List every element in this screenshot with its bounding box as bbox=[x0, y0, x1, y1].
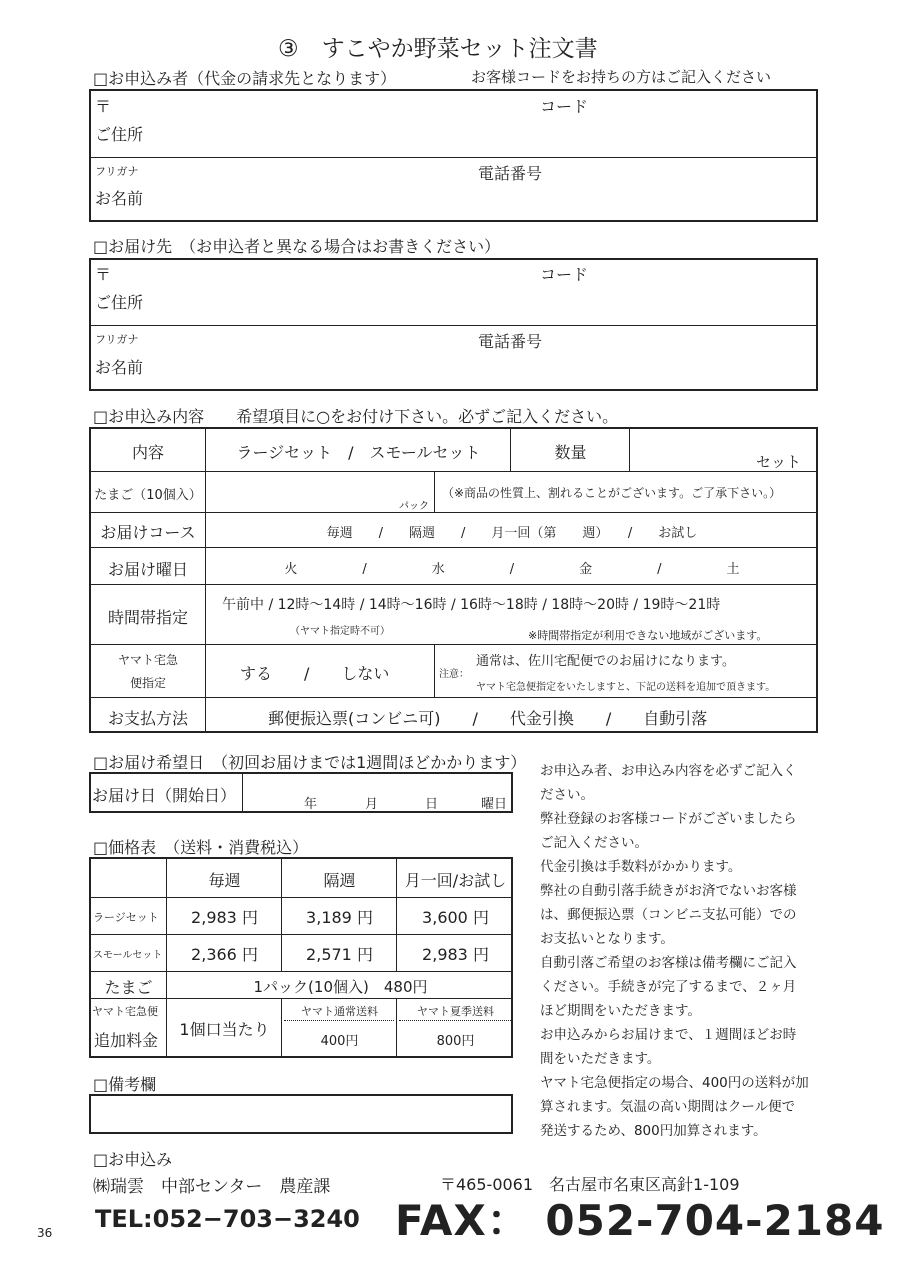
remarks-field[interactable] bbox=[89, 1094, 513, 1134]
note-line: ほど期間をいただきます。 bbox=[540, 1003, 701, 1019]
start-weekday: 曜日 bbox=[481, 797, 508, 812]
price-row-line bbox=[89, 971, 513, 972]
quantity-unit: セット bbox=[756, 453, 802, 471]
order-row-line bbox=[89, 471, 818, 472]
fax-number: FAX： 052-704-2184 bbox=[395, 1196, 885, 1245]
price-heading: □価格表 （送料・消費税込） bbox=[93, 838, 309, 857]
note-line: ヤマト宅急便指定の場合、400円の送料が加 bbox=[540, 1075, 809, 1091]
price-yamato-label-2: 追加料金 bbox=[94, 1031, 159, 1050]
delivery-name-field[interactable] bbox=[140, 350, 470, 382]
delivery-phone-label: 電話番号 bbox=[478, 332, 543, 351]
quantity-label: 数量 bbox=[554, 443, 587, 462]
note-line: 算されます。気温の高い期間はクール便で bbox=[540, 1099, 796, 1115]
applicant-code-label: コード bbox=[540, 97, 589, 116]
price-col-biweekly: 隔週 bbox=[323, 871, 356, 890]
start-day: 日 bbox=[425, 797, 439, 812]
time-sub-note: （ヤマト指定時不可） bbox=[290, 626, 390, 637]
order-row-line bbox=[89, 697, 818, 698]
page-number: 36 bbox=[37, 1226, 53, 1240]
price-large-biweekly: 3,189 円 bbox=[306, 908, 373, 927]
yamato-options[interactable]: する / しない bbox=[240, 664, 390, 683]
note-line: 弊社の自動引落手続きがお済でないお客様 bbox=[540, 883, 797, 899]
yamato-label-2: 便指定 bbox=[129, 676, 166, 690]
delivery-code-label: コード bbox=[540, 265, 589, 284]
yamato-summer-value: 800円 bbox=[436, 1034, 475, 1049]
price-yamato-label-1: ヤマト宅急便 bbox=[92, 1005, 158, 1018]
price-row-large-label: ラージセット bbox=[93, 911, 159, 924]
applicant-furigana-label: フリガナ bbox=[95, 165, 139, 178]
note-line: お申込みからお届けまで、１週間ほどお時 bbox=[540, 1027, 797, 1043]
note-line: ださい。 bbox=[540, 787, 594, 803]
per-parcel-label: 1個口当たり bbox=[179, 1020, 270, 1039]
delivery-address-field[interactable] bbox=[140, 286, 810, 316]
price-small-monthly: 2,983 円 bbox=[422, 945, 489, 964]
note-line: 発送するため、800円加算されます。 bbox=[540, 1123, 767, 1139]
note-line: 自動引落ご希望のお客様は備考欄にご記入 bbox=[540, 955, 797, 971]
delivery-furigana-label: フリガナ bbox=[95, 333, 139, 346]
start-date-heading: □お届け希望日 （初回お届けまでは1週間ほどかかります） bbox=[93, 753, 527, 772]
course-label: お届けコース bbox=[100, 523, 196, 542]
price-row-small-label: スモールセット bbox=[93, 950, 163, 961]
order-col-line bbox=[434, 644, 435, 697]
order-col-line bbox=[629, 427, 630, 471]
price-col-weekly: 毎週 bbox=[208, 871, 241, 890]
company-name: ㈱瑞雲 中部センター 農産課 bbox=[93, 1177, 331, 1197]
price-col-line bbox=[166, 857, 167, 1058]
price-col-monthly: 月一回/お試し bbox=[404, 871, 507, 890]
order-col-line bbox=[434, 471, 435, 512]
order-row-line bbox=[89, 512, 818, 513]
weekday-options[interactable]: 火 / 水 / 金 / 土 bbox=[284, 562, 740, 577]
note-line: 弊社登録のお客様コードがございましたら bbox=[540, 811, 797, 827]
applicant-divider bbox=[89, 157, 818, 158]
company-address: 〒465-0061 名古屋市名東区高針1-109 bbox=[440, 1175, 740, 1194]
yamato-normal-label: ヤマト通常送料 bbox=[301, 1005, 378, 1018]
price-small-weekly: 2,366 円 bbox=[191, 945, 258, 964]
course-options[interactable]: 毎週 / 隔週 / 月一回（第 週） / お試し bbox=[326, 526, 698, 541]
price-egg-value: 1パック(10個入) 480円 bbox=[253, 978, 428, 996]
egg-label: たまご（10個入） bbox=[94, 488, 202, 503]
start-year: 年 bbox=[304, 797, 318, 812]
price-large-weekly: 2,983 円 bbox=[191, 908, 258, 927]
note-line: ください。手続きが完了するまで、２ヶ月 bbox=[540, 979, 797, 995]
note-line: は、郵便振込票（コンビニ支払可能）での bbox=[540, 907, 797, 923]
price-col-line bbox=[396, 998, 397, 1058]
order-row-line bbox=[89, 644, 818, 645]
yamato-normal-value: 400円 bbox=[320, 1034, 359, 1049]
yamato-label-1: ヤマト宅急 bbox=[117, 653, 178, 667]
caution-line-1: 通常は、佐川宅配便でのお届けになります。 bbox=[476, 654, 735, 669]
time-note: ※時間帯指定が利用できない地域がございます。 bbox=[528, 629, 768, 642]
note-line: お申込み者、お申込み内容を必ずご記入く bbox=[540, 763, 797, 779]
price-col-line bbox=[281, 857, 282, 971]
yamato-summer-label: ヤマト夏季送料 bbox=[417, 1005, 494, 1018]
note-line: ご記入ください。 bbox=[540, 835, 648, 851]
applicant-name-field[interactable] bbox=[140, 182, 470, 214]
delivery-postal-mark: 〒 bbox=[95, 265, 112, 284]
payment-label: お支払方法 bbox=[107, 709, 188, 728]
delivery-address-label: ご住所 bbox=[95, 293, 144, 312]
time-options[interactable]: 午前中 / 12時〜14時 / 14時〜16時 / 16時〜18時 / 18時〜20時 / 19時〜21時 bbox=[222, 597, 721, 613]
price-row-line bbox=[89, 934, 513, 935]
payment-options[interactable]: 郵便振込票(コンビニ可) / 代金引換 / 自動引落 bbox=[268, 709, 708, 728]
footer-heading: □お申込み bbox=[93, 1150, 173, 1169]
price-dotted-line bbox=[284, 1020, 394, 1021]
price-col-line bbox=[396, 857, 397, 971]
applicant-address-field[interactable] bbox=[140, 118, 810, 148]
order-heading: □お申込み内容 希望項目に○をお付け下さい。必ずご記入ください。 bbox=[93, 407, 619, 426]
tel-number: TEL:052−703−3240 bbox=[95, 1205, 360, 1233]
delivery-divider bbox=[89, 325, 818, 326]
price-col-line bbox=[281, 998, 282, 1058]
price-row-line bbox=[89, 897, 513, 898]
applicant-heading: □お申込み者（代金の請求先となります） bbox=[93, 69, 397, 88]
applicant-postal-mark: 〒 bbox=[95, 97, 112, 116]
weekday-label: お届け曜日 bbox=[107, 560, 188, 579]
page-title: ③ すこやか野菜セット注文書 bbox=[278, 36, 598, 62]
caution-label: 注意： bbox=[439, 669, 469, 680]
note-line: 間をいただきます。 bbox=[540, 1051, 661, 1067]
price-dotted-line bbox=[399, 1020, 511, 1021]
delivery-name-label: お名前 bbox=[95, 358, 144, 377]
start-date-divider bbox=[242, 772, 243, 813]
remarks-heading: □備考欄 bbox=[93, 1075, 157, 1094]
set-options[interactable]: ラージセット / スモールセット bbox=[236, 443, 481, 462]
note-line: お支払いとなります。 bbox=[540, 931, 674, 947]
price-small-biweekly: 2,571 円 bbox=[306, 945, 373, 964]
delivery-heading: □お届け先 （お申込者と異なる場合はお書きください） bbox=[93, 237, 501, 256]
start-date-label: お届け日（開始日） bbox=[92, 786, 237, 805]
order-col-line bbox=[510, 427, 511, 471]
price-row-line bbox=[89, 998, 513, 999]
order-col-line bbox=[205, 427, 206, 733]
applicant-address-label: ご住所 bbox=[95, 125, 144, 144]
price-large-monthly: 3,600 円 bbox=[422, 908, 489, 927]
pack-unit: パック bbox=[399, 501, 429, 512]
order-row-line bbox=[89, 584, 818, 585]
applicant-phone-label: 電話番号 bbox=[478, 164, 543, 183]
content-label: 内容 bbox=[131, 443, 164, 462]
caution-line-2: ヤマト宅急便指定をいたしますと、下記の送料を追加で頂きます。 bbox=[476, 682, 776, 693]
applicant-name-label: お名前 bbox=[95, 189, 144, 208]
egg-note: （※商品の性質上、割れることがございます。ご了承下さい。） bbox=[442, 486, 782, 500]
note-line: 代金引換は手数料がかかります。 bbox=[540, 859, 742, 875]
customer-code-note: お客様コードをお持ちの方はご記入ください bbox=[471, 68, 772, 86]
time-label: 時間帯指定 bbox=[107, 608, 188, 627]
price-egg-label: たまご bbox=[104, 978, 153, 997]
start-month: 月 bbox=[365, 797, 379, 812]
order-row-line bbox=[89, 547, 818, 548]
